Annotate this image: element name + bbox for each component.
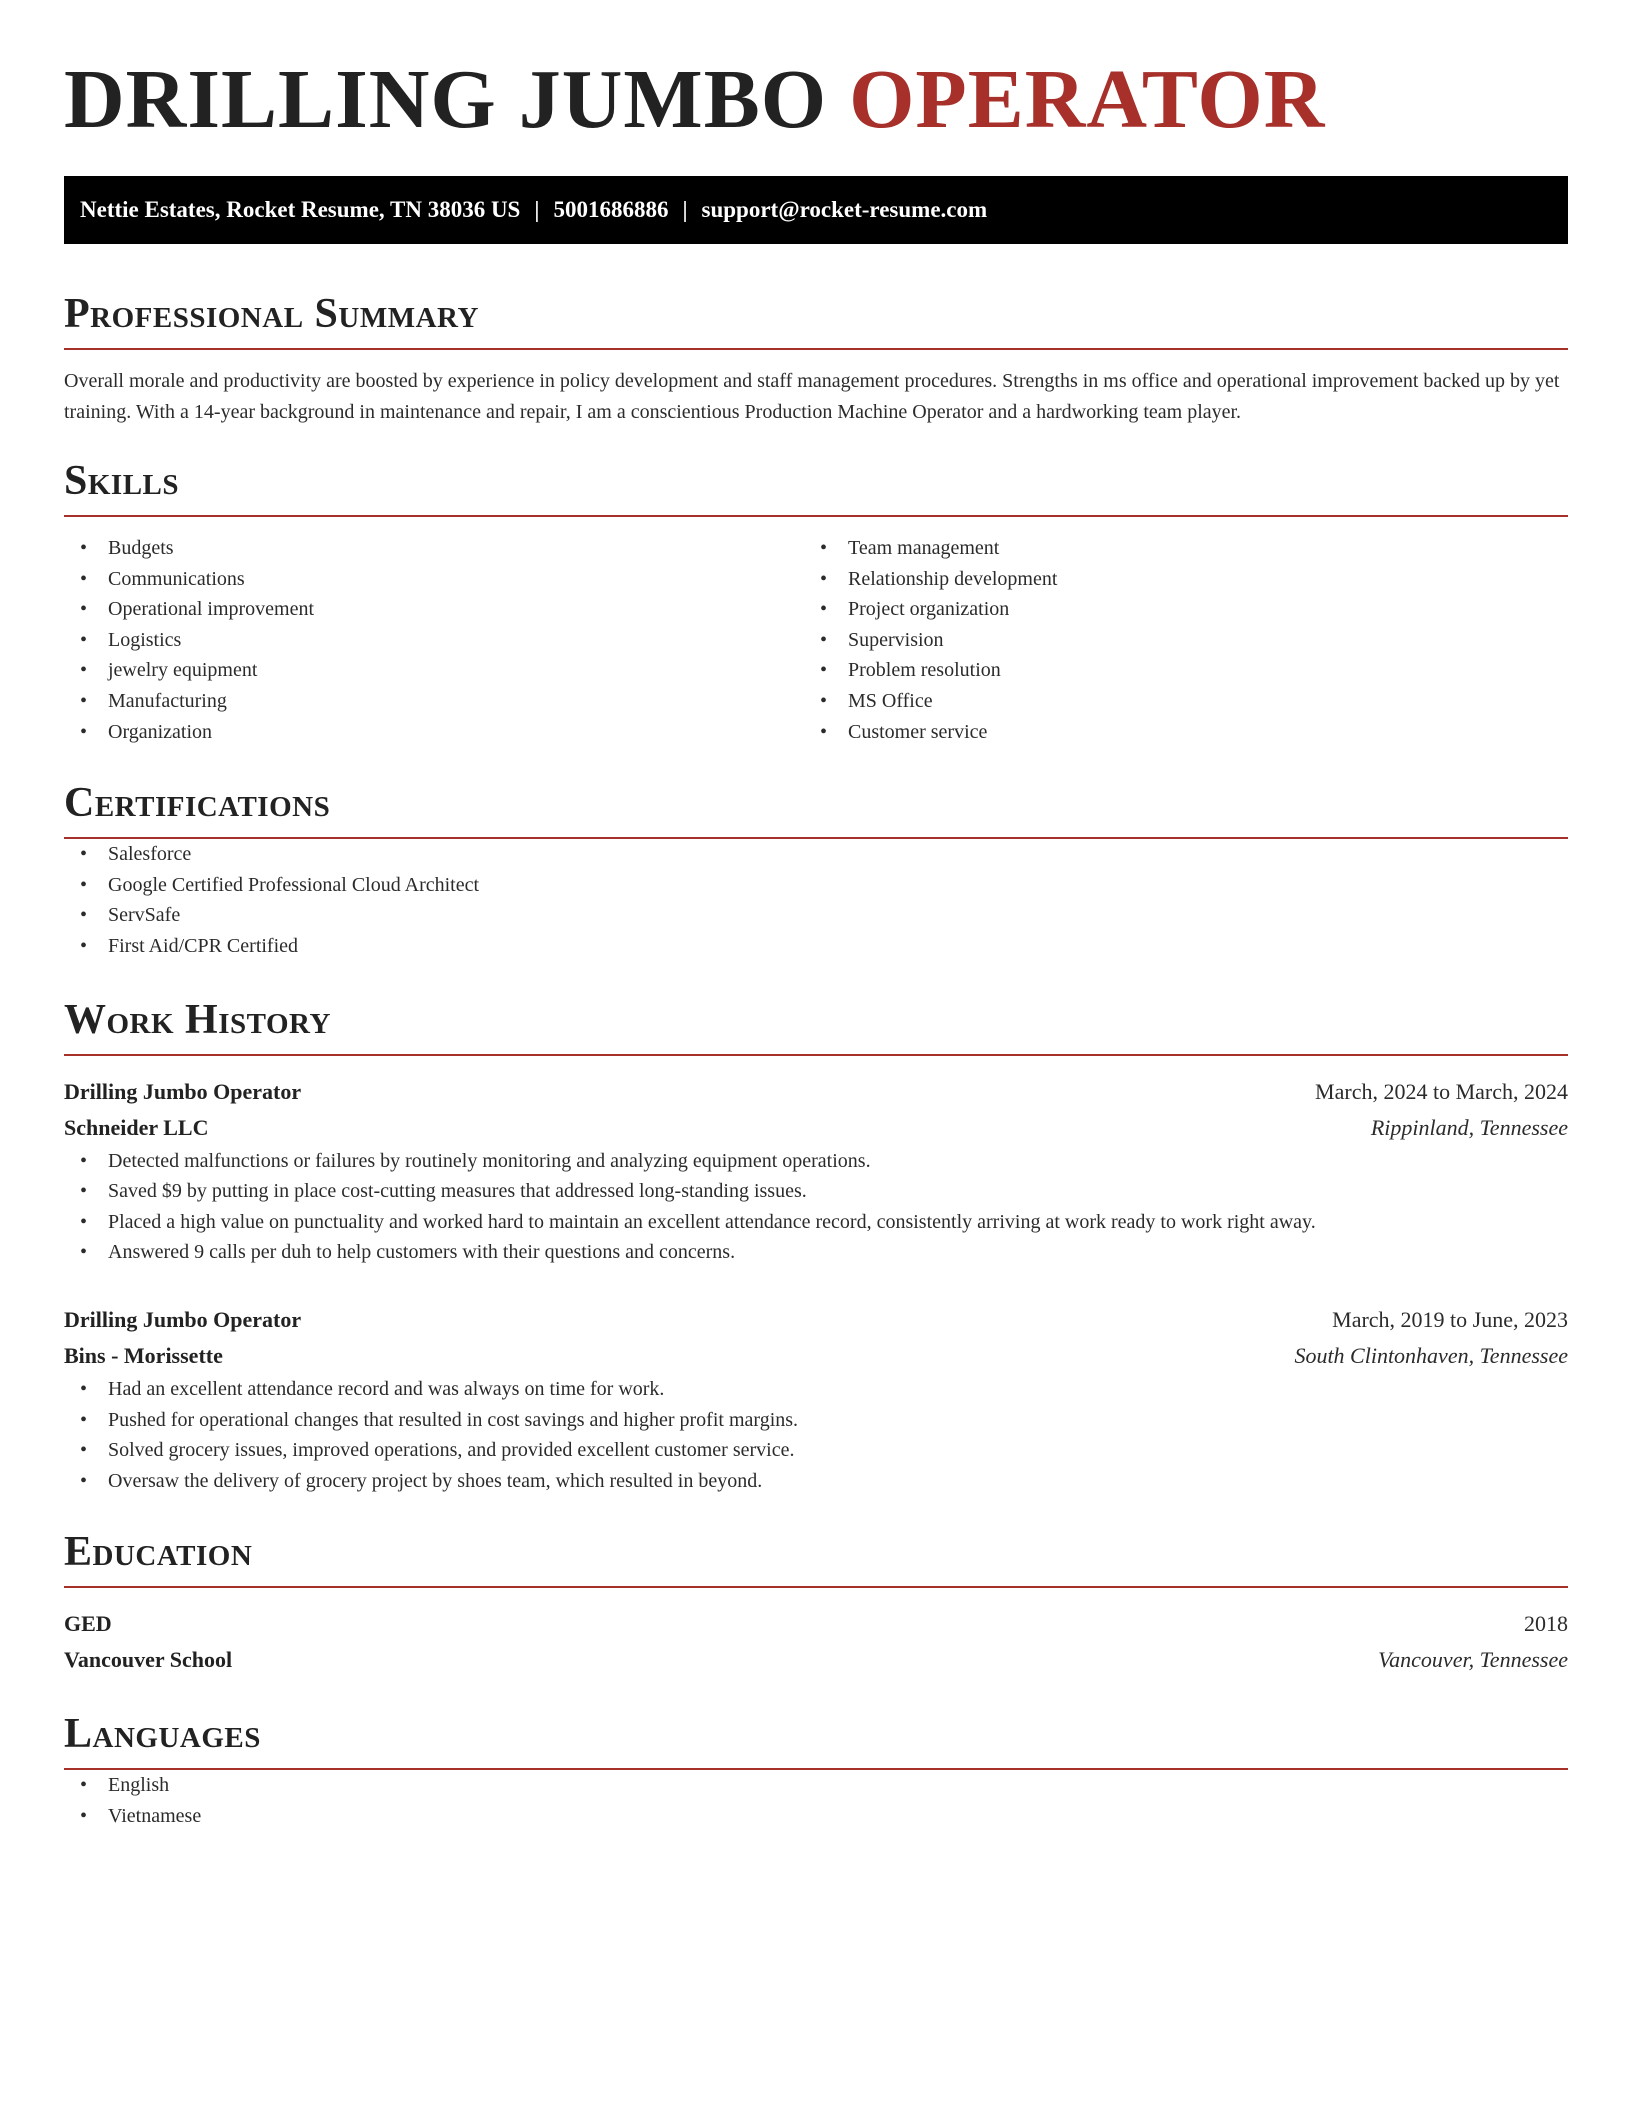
bullet-icon: •: [820, 628, 828, 651]
language-item: • Vietnamese: [64, 1801, 1568, 1832]
certification-item: • First Aid/CPR Certified: [64, 931, 1568, 962]
job-bullet: • Oversaw the delivery of grocery project by shoes team, which resulted in beyond.: [64, 1466, 1568, 1497]
skill-item: • Relationship development: [804, 564, 1544, 595]
contact-bar: [64, 176, 1568, 244]
job-bullet: • Solved grocery issues, improved operations, and provided excellent customer service.: [64, 1435, 1568, 1466]
job-dates: March, 2024 to March, 2024: [1315, 1078, 1568, 1104]
bullet-icon: •: [820, 689, 828, 712]
section-title-summary: Professional Summary: [64, 288, 1568, 350]
bullet-icon: •: [80, 1149, 88, 1172]
job-role: Drilling Jumbo Operator: [64, 1306, 302, 1332]
job-entry: [64, 1302, 1568, 1496]
contact-separator: |: [534, 197, 540, 222]
bullet-icon: •: [80, 567, 88, 590]
bullet-icon: •: [80, 720, 88, 743]
skill-item: • Customer service: [804, 717, 1544, 748]
bullet-icon: •: [80, 659, 88, 682]
skills-grid: [64, 533, 1568, 747]
job-role: Drilling Jumbo Operator: [64, 1078, 302, 1104]
bullet-icon: •: [80, 1469, 88, 1492]
contact-separator: |: [682, 197, 688, 222]
skill-item: • Manufacturing: [64, 686, 804, 717]
job-company-row: [64, 1110, 1568, 1146]
certifications-list: [64, 839, 1568, 961]
bullet-icon: •: [820, 537, 828, 559]
skill-item: • Budgets: [64, 533, 804, 564]
job-bullet: • Answered 9 calls per duh to help customers with their questions and concerns.: [64, 1237, 1568, 1268]
bullet-icon: •: [80, 1377, 88, 1400]
bullet-icon: •: [80, 537, 88, 559]
certification-item: • Google Certified Professional Cloud Architect: [64, 870, 1568, 901]
skill-item: • Operational improvement: [64, 594, 804, 625]
summary-text: Overall morale and productivity are boosted by experience in policy development and staff management procedures. Strengths in ms office and operational improvement backed up by yet training. With a 14-year background in maintenance and repair, I am a conscientious Production Machine Operator and a hardworking team player.: [64, 370, 1560, 423]
bullet-icon: •: [80, 904, 88, 927]
job-company: Bins - Morissette: [64, 1342, 223, 1368]
education-entry: [64, 1606, 1568, 1678]
bullet-icon: •: [80, 689, 88, 712]
skill-item: • Logistics: [64, 625, 804, 656]
job-header-row: [64, 1302, 1568, 1338]
name-accent: OPERATOR: [849, 53, 1326, 146]
section-title-certifications: Certifications: [64, 777, 1568, 839]
bullet-icon: •: [80, 873, 88, 896]
section-title-skills: Skills: [64, 455, 1568, 517]
bullet-icon: •: [80, 1408, 88, 1431]
skills-list-left: [64, 533, 804, 747]
certification-item: • Salesforce: [64, 839, 1568, 870]
bullet-icon: •: [80, 934, 88, 957]
skill-item: • MS Office: [804, 686, 1544, 717]
bullet-icon: •: [80, 1180, 88, 1203]
education-school: Vancouver School: [64, 1647, 233, 1673]
skill-item: • Project organization: [804, 594, 1544, 625]
bullet-icon: •: [80, 598, 88, 621]
bullet-icon: •: [80, 1210, 88, 1233]
job-bullet: • Detected malfunctions or failures by routinely monitoring and analyzing equipment operations.: [64, 1146, 1568, 1177]
skill-item: • Communications: [64, 564, 804, 595]
skills-list-right: [804, 533, 1544, 747]
certification-item: • ServSafe: [64, 900, 1568, 931]
education-degree: GED: [64, 1611, 112, 1637]
section-title-education: Education: [64, 1526, 1568, 1588]
bullet-icon: •: [820, 720, 828, 743]
bullet-icon: •: [820, 567, 828, 590]
job-location: Rippinland, Tennessee: [1370, 1114, 1568, 1140]
bullet-icon: •: [80, 1241, 88, 1264]
section-title-languages: Languages: [64, 1708, 1568, 1770]
job-bullets: [64, 1146, 1568, 1268]
resume-page: [64, 0, 1568, 1831]
skill-item: • Problem resolution: [804, 655, 1544, 686]
job-location: South Clintonhaven, Tennessee: [1294, 1342, 1568, 1368]
language-item: • English: [64, 1770, 1568, 1801]
skill-item: • jewelry equipment: [64, 655, 804, 686]
education-location: Vancouver, Tennessee: [1378, 1647, 1568, 1673]
education-degree-row: [64, 1606, 1568, 1642]
bullet-icon: •: [80, 1804, 88, 1827]
skill-item: • Supervision: [804, 625, 1544, 656]
bullet-icon: •: [80, 1439, 88, 1462]
education-school-row: [64, 1642, 1568, 1678]
job-bullet: • Saved $9 by putting in place cost-cutting measures that addressed long-standing issues.: [64, 1176, 1568, 1207]
job-dates: March, 2019 to June, 2023: [1332, 1306, 1568, 1332]
education-year: 2018: [1524, 1611, 1568, 1637]
job-bullet: • Pushed for operational changes that resulted in cost savings and higher profit margins.: [64, 1405, 1568, 1436]
skill-item: • Organization: [64, 717, 804, 748]
job-entry: [64, 1074, 1568, 1268]
bullet-icon: •: [80, 628, 88, 651]
contact-phone: 5001686886: [553, 197, 669, 222]
section-title-work-history: Work History: [64, 994, 1568, 1056]
skill-item: • Team management: [804, 533, 1544, 564]
name-first: DRILLING JUMBO: [64, 53, 828, 146]
bullet-icon: •: [820, 598, 828, 621]
contact-email: support@rocket-resume.com: [701, 197, 988, 222]
languages-list: [64, 1770, 1568, 1831]
job-bullet: • Had an excellent attendance record and was always on time for work.: [64, 1374, 1568, 1405]
job-bullet: • Placed a high value on punctuality and worked hard to maintain an excellent attendance record, consistently arriving at work ready to work right away.: [64, 1207, 1568, 1238]
job-company: Schneider LLC: [64, 1114, 209, 1140]
bullet-icon: •: [820, 659, 828, 682]
job-bullets: [64, 1374, 1568, 1496]
job-header-row: [64, 1074, 1568, 1110]
bullet-icon: •: [80, 843, 88, 866]
job-company-row: [64, 1338, 1568, 1374]
resume-name: [64, 0, 1568, 148]
bullet-icon: •: [80, 1774, 88, 1797]
contact-address: Nettie Estates, Rocket Resume, TN 38036 US: [80, 197, 521, 222]
